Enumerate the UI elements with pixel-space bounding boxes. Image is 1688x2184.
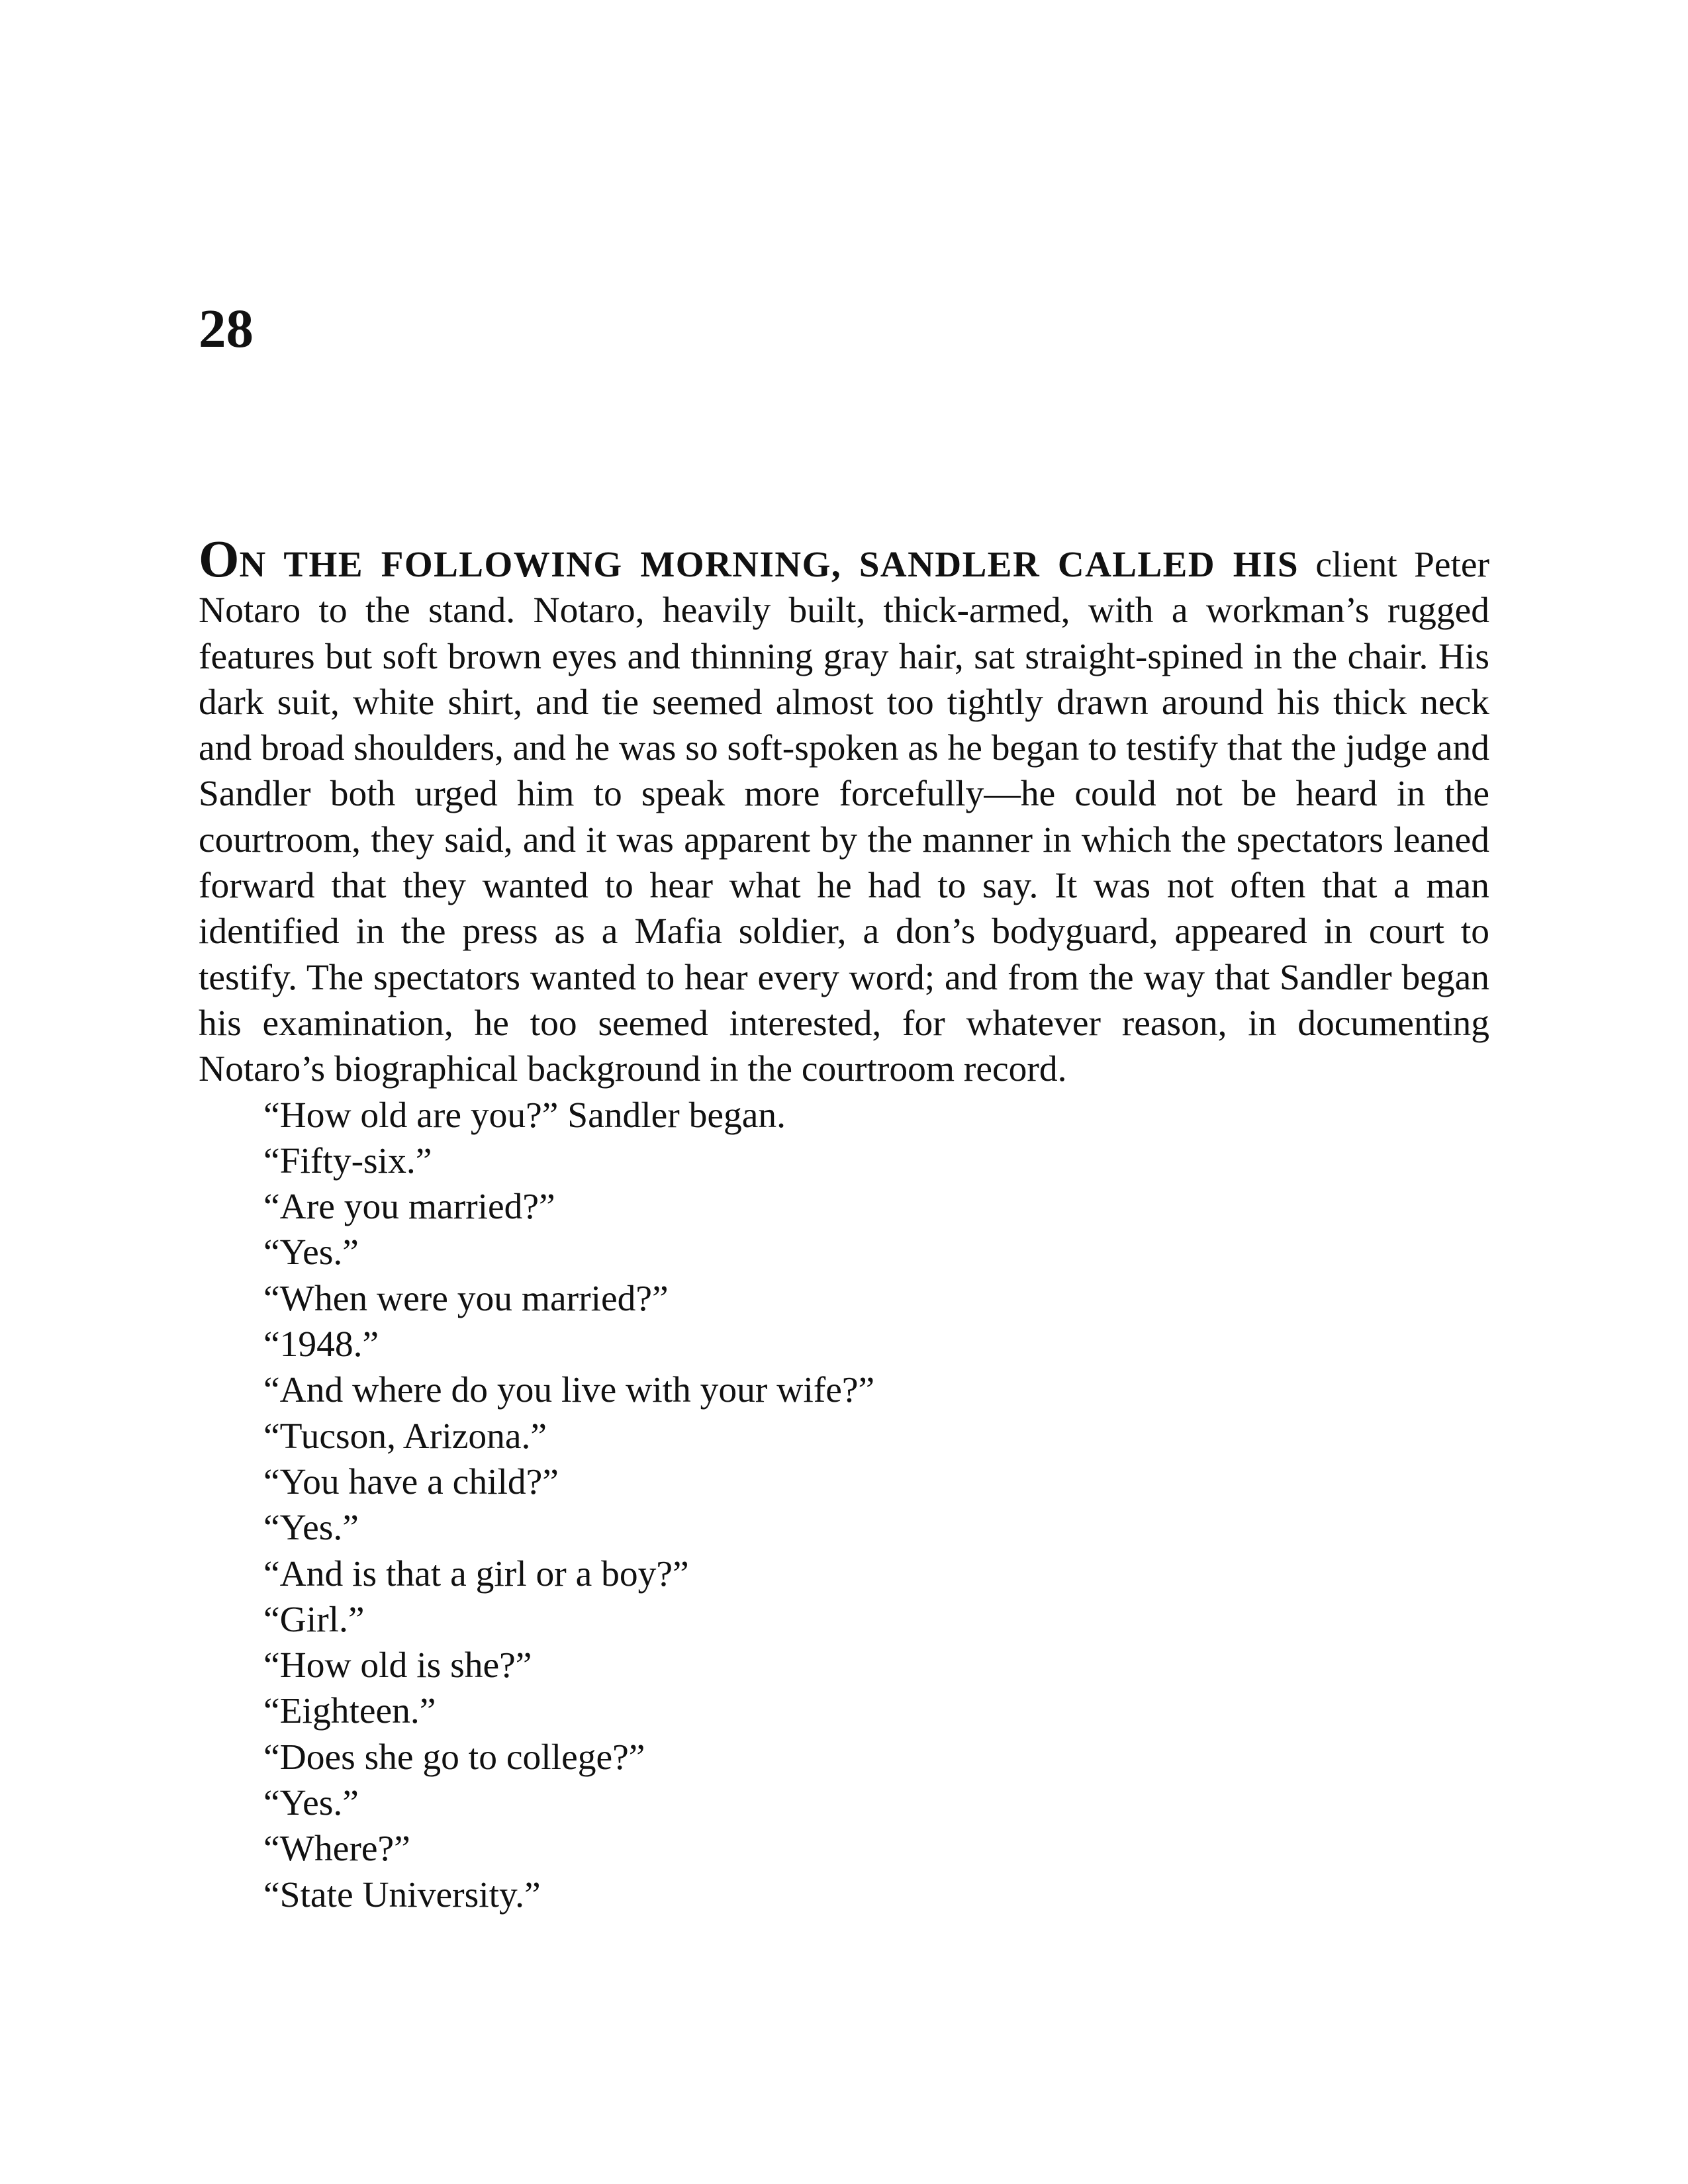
opening-paragraph [199,531,1489,1093]
dialogue-list [199,1093,1489,1918]
drop-cap: O [199,531,240,588]
dialogue-line: “Yes.” [263,1508,359,1549]
dialogue-line: “And is that a girl or a boy?” [263,1553,689,1594]
dialogue-line: “Where?” [263,1829,410,1870]
dialogue-line: “How old is she?” [263,1645,532,1686]
dialogue-line: “Are you married?” [263,1187,555,1228]
dialogue-line: “Tucson, Arizona.” [263,1416,547,1457]
chapter-text [199,531,1489,1918]
dialogue-line: “When were you married?” [263,1278,669,1319]
small-caps-lead-in: N THE FOLLOWING MORNING, SANDLER CALLED HIS [239,544,1299,584]
dialogue-line: “How old are you?” Sandler began. [263,1095,786,1136]
dialogue-line: “Fifty-six.” [263,1140,432,1181]
dialogue-line: “Eighteen.” [263,1691,436,1732]
chapter-number: 28 [199,298,254,359]
dialogue-line: “Yes.” [263,1783,359,1824]
dialogue-line: “Does she go to college?” [263,1737,645,1778]
dialogue-line: “And where do you live with your wife?” [263,1370,875,1411]
dialogue-line: “Girl.” [263,1599,365,1640]
dialogue-line: “You have a child?” [263,1461,559,1502]
dialogue-line: “1948.” [263,1324,379,1365]
dialogue-line: “Yes.” [263,1232,359,1273]
dialogue-line: “State University.” [263,1874,541,1915]
opening-paragraph-body: client Peter Notaro to the stand. Notaro, heavily built, thick-armed, with a workman’s rugged features but soft brown eyes and thinning gray hair, sat straight-spined in the chair. His dark suit, white shirt, and tie seemed almost too tightly drawn around his thick neck and broad shoulders, and he was so soft-spoken as he began to testify that the judge and Sandler both urged him to speak more forcefully—he could not be heard in the courtroom, they said, and it was apparent by the manner in which the spectators leaned forward that they wanted to hear what he had to say. It was not often that a man identified in the press as a Mafia soldier, a don’s bodyguard, appeared in court to testify. The spectators wanted to hear every word; and from the way that Sandler began his examination, he too seemed interested, for whatever reason, in documenting Notaro’s biographical background in the courtroom record. [199,545,1489,1090]
